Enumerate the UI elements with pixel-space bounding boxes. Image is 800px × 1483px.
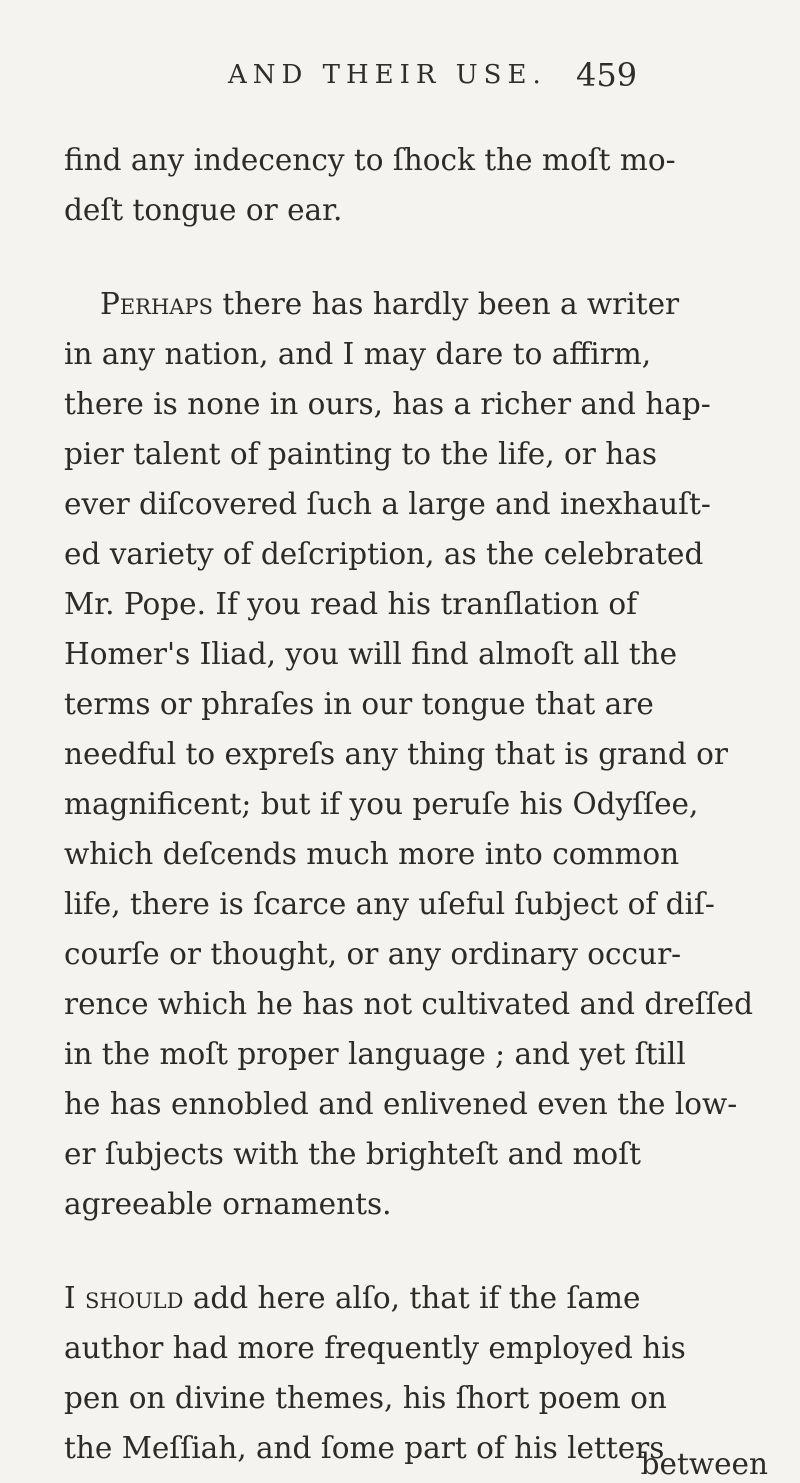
text-line: Homer's Iliad, you will find almoſt all the <box>64 637 678 671</box>
paragraph-lead: Perhaps <box>100 287 213 321</box>
text-line: deſt tongue or ear. <box>64 193 343 227</box>
text-line: in any nation, and I may dare to affirm, <box>64 337 652 371</box>
text-line: there is none in ours, has a richer and hap- <box>64 387 711 421</box>
text-line: in the moſt proper language ; and yet ſtill <box>64 1037 686 1071</box>
text-line: which deſcends much more into common <box>64 837 680 871</box>
text-line-rest: there has hardly been a writer <box>213 287 680 321</box>
text-line: er ſubjects with the brighteſt and moſt <box>64 1137 641 1171</box>
text-line: courſe or thought, or any ordinary occur- <box>64 937 682 971</box>
text-line: pier talent of painting to the life, or has <box>64 437 657 471</box>
running-head: AND THEIR USE. <box>228 60 547 90</box>
text-line: ed variety of deſcription, as the celebrated <box>64 537 704 571</box>
text-line: rence which he has not cultivated and dreſſed <box>64 987 753 1021</box>
text-line: he has ennobled and enlivened even the low- <box>64 1087 738 1121</box>
text-line: magnificent; but if you peruſe his Odyſſee, <box>64 787 699 821</box>
text-line: find any indecency to ſhock the moſt mo- <box>64 143 676 177</box>
text-line: ever diſcovered ſuch a large and inexhauſt- <box>64 487 711 521</box>
text-line: agreeable ornaments. <box>64 1187 392 1221</box>
text-line <box>64 1281 641 1315</box>
text-line-rest: add here alſo, that if the ſame <box>183 1281 641 1315</box>
text-line <box>100 287 680 321</box>
text-line: needful to expreſs any thing that is grand or <box>64 737 728 771</box>
text-line: pen on divine themes, his ſhort poem on <box>64 1381 667 1415</box>
text-line: author had more frequently employed his <box>64 1331 686 1365</box>
text-line: terms or phraſes in our tongue that are <box>64 687 654 721</box>
text-line: the Meſſiah, and ſome part of his letters <box>64 1431 665 1465</box>
paragraph-lead: I should <box>64 1281 184 1315</box>
page-number: 459 <box>576 56 638 94</box>
catchword: between <box>640 1447 768 1481</box>
text-line: life, there is ſcarce any uſeful ſubject of diſ- <box>64 887 715 921</box>
text-line: Mr. Pope. If you read his tranſlation of <box>64 587 638 621</box>
